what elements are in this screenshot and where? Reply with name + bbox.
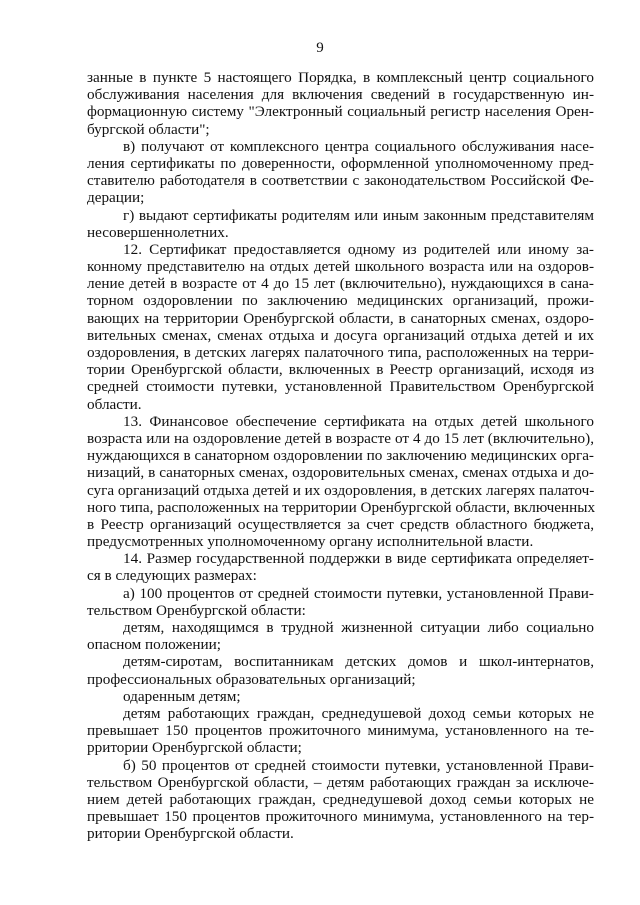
text-line: рритории Оренбургской области; bbox=[87, 739, 302, 757]
text-line: вительных сменах, сменах отдыха и досуга организаций отдыха детей и их bbox=[87, 326, 594, 344]
text-line: возраста или на оздоровление детей в возрасте от 4 до 15 лет (включительно), bbox=[87, 429, 594, 447]
text-line: ление детей в возрасте от 4 до 15 лет (включительно), нуждающихся в сана- bbox=[87, 275, 594, 293]
text-line: ся в следующих размерах: bbox=[87, 567, 257, 585]
text-line: бургской области"; bbox=[87, 120, 210, 138]
text-line: ного типа, расположенных на территории Оренбургской области, включенных bbox=[87, 498, 596, 516]
text-line: тории Оренбургской области, включенных в Реестр организаций, исходя из bbox=[87, 361, 594, 379]
text-line: одаренным детям; bbox=[123, 687, 241, 705]
text-line: детям работающих граждан, среднедушевой доход семьи которых не bbox=[123, 704, 594, 722]
document-body bbox=[87, 69, 594, 842]
text-line: торном оздоровлении по заключению медицинских организаций, прожи- bbox=[87, 292, 594, 310]
text-line: вающих на территории Оренбургской области, в санаторных сменах, оздоро- bbox=[87, 309, 594, 327]
text-line: нием детей работающих граждан, среднедушевой доход семьи которых не bbox=[87, 790, 594, 808]
text-line: дерации; bbox=[87, 189, 145, 207]
text-line: б) 50 процентов от средней стоимости путевки, установленной Прави- bbox=[123, 756, 594, 774]
text-line: нуждающихся в санаторном оздоровлении по заключению медицинских орга- bbox=[87, 447, 594, 465]
text-line: детям-сиротам, воспитанникам детских домов и школ-интернатов, bbox=[123, 653, 594, 671]
page-number: 9 bbox=[316, 40, 324, 56]
text-line: опасном положении; bbox=[87, 636, 221, 654]
text-line: низаций, в санаторных сменах, оздоровительных сменах, сменах отдыха и до- bbox=[87, 464, 594, 482]
text-line: 13. Финансовое обеспечение сертификата на отдых детей школьного bbox=[123, 412, 594, 430]
text-line: ритории Оренбургской области. bbox=[87, 825, 294, 843]
text-line: в Реестр организаций осуществляется за счет средств областного бюджета, bbox=[87, 515, 594, 533]
text-line: несовершеннолетних. bbox=[87, 223, 229, 241]
text-line: превышает 150 процентов прожиточного минимума, установленного на те- bbox=[87, 722, 594, 740]
text-line: средней стоимости путевки, установленной Правительством Оренбургской bbox=[87, 378, 594, 396]
text-line: тельством Оренбургской области, – детям работающих граждан за исключе- bbox=[87, 773, 594, 791]
text-line: в) получают от комплексного центра социального обслуживания насе- bbox=[123, 137, 594, 155]
text-line: конному представителю на отдых детей школьного возраста или на оздоров- bbox=[87, 258, 594, 276]
text-line: ления сертификаты по доверенности, оформленной уполномоченному пред- bbox=[87, 154, 594, 172]
text-line: профессиональных образовательных организаций; bbox=[87, 670, 416, 688]
text-line: г) выдают сертификаты родителям или иным законным представителям bbox=[123, 206, 594, 224]
text-line: детям, находящимся в трудной жизненной ситуации либо социально bbox=[123, 619, 594, 636]
text-line: 14. Размер государственной поддержки в виде сертификата определяет- bbox=[123, 550, 594, 568]
text-line: тельством Оренбургской области: bbox=[87, 601, 306, 619]
text-line: оздоровления, в детских лагерях палаточного типа, расположенных на терри- bbox=[87, 344, 594, 361]
text-line: превышает 150 процентов прожиточного минимума, установленного на тер- bbox=[87, 808, 594, 826]
text-line: 12. Сертификат предоставляется одному из родителей или иному за- bbox=[123, 240, 594, 258]
text-line: формационную систему "Электронный социальный регистр населения Орен- bbox=[87, 103, 594, 121]
text-line: суга организаций отдыха детей и их оздоровления, в детских лагерях палаточ- bbox=[87, 481, 595, 499]
text-line: обслуживания населения для включения сведений в государственную ин- bbox=[87, 86, 594, 104]
text-line: области. bbox=[87, 395, 142, 413]
text-line: а) 100 процентов от средней стоимости путевки, установленной Прави- bbox=[123, 584, 594, 602]
text-line: предусмотренных уполномоченному органу исполнительной власти. bbox=[87, 533, 534, 551]
text-line: ставителю работодателя в соответствии с законодательством Российской Фе- bbox=[87, 172, 594, 190]
text-line: занные в пункте 5 настоящего Порядка, в комплексный центр социального bbox=[87, 69, 594, 86]
